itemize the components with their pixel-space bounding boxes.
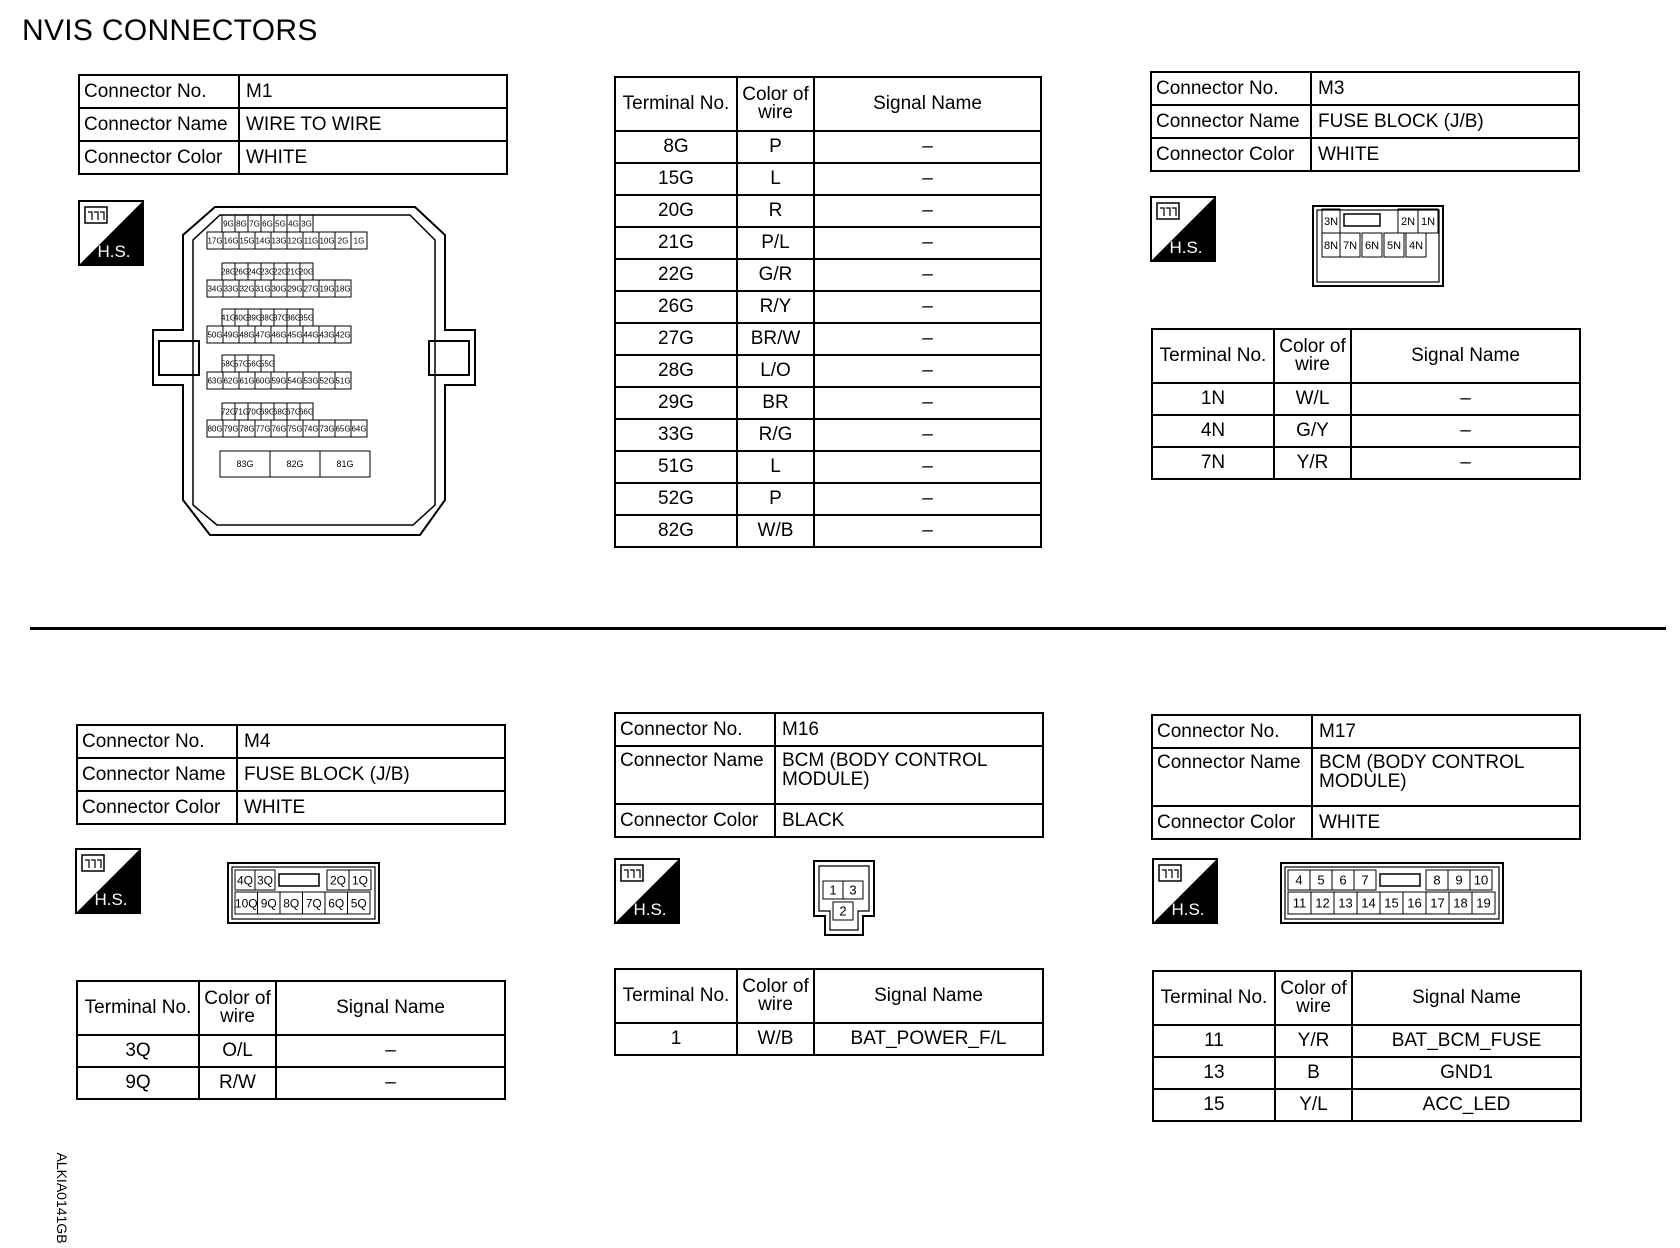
pin-label: 81G: [336, 459, 354, 470]
connector-name-label: Connector Name: [79, 108, 239, 141]
pin-label: 59G: [271, 376, 287, 386]
pin-label: 4G: [288, 219, 299, 229]
wire-color-cell: R/Y: [737, 291, 814, 323]
terminal-row: [1152, 447, 1580, 479]
wire-color-cell: R: [737, 195, 814, 227]
pin-label: 70G: [246, 407, 263, 417]
terminal-row: [615, 515, 1041, 547]
pin-label: 1Q: [351, 873, 369, 888]
harness-side-icon: [78, 200, 144, 266]
terminal-row: [1152, 383, 1580, 415]
signal-name-cell: –: [276, 1035, 505, 1067]
m16-connector-face: [813, 860, 875, 936]
terminal-row: [615, 483, 1041, 515]
color-of-wire-header: Color of wire: [1274, 329, 1351, 383]
connector-name-value: WIRE TO WIRE: [239, 108, 507, 141]
wire-color-cell: L/O: [737, 355, 814, 387]
m3-terminal-table: [1151, 328, 1581, 480]
wire-color-cell: P/L: [737, 227, 814, 259]
pin-label: 18G: [335, 284, 351, 294]
pin-label: 9: [1455, 872, 1463, 888]
terminal-no-cell: 4N: [1152, 415, 1274, 447]
signal-name-cell: –: [814, 227, 1041, 259]
connector-color-value: WHITE: [1311, 138, 1579, 171]
pin-label: 55G: [259, 359, 276, 369]
pin-label: 42G: [335, 330, 351, 340]
pin-label: 6G: [262, 219, 273, 229]
pin-label: 1G: [353, 236, 365, 246]
pin-label: 71G: [233, 407, 250, 417]
signal-name-cell: GND1: [1352, 1057, 1581, 1089]
connector-no-label: Connector No.: [77, 725, 237, 758]
pin-label: 43G: [319, 330, 335, 340]
terminal-no-cell: 1: [615, 1023, 737, 1055]
signal-name-cell: BAT_BCM_FUSE: [1352, 1025, 1581, 1057]
pin-label: 19: [1476, 895, 1491, 911]
pin-label: 40G: [233, 313, 250, 323]
pin-label: 20G: [298, 267, 315, 277]
signal-name-cell: ACC_LED: [1352, 1089, 1581, 1121]
harness-side-icon: [614, 858, 680, 924]
wire-color-cell: R/G: [737, 419, 814, 451]
connector-name-value: FUSE BLOCK (J/B): [1311, 105, 1579, 138]
pin-label: 38G: [259, 313, 276, 323]
wire-color-cell: L: [737, 163, 814, 195]
terminal-row: [615, 387, 1041, 419]
wire-color-cell: O/L: [199, 1035, 276, 1067]
signal-name-cell: –: [814, 387, 1041, 419]
pin-label: 4N: [1408, 239, 1424, 252]
terminal-no-header: Terminal No.: [1153, 971, 1275, 1025]
connector-name-value: BCM (BODY CONTROL MODULE): [1312, 748, 1580, 806]
signal-name-cell: –: [1351, 383, 1580, 415]
wire-color-cell: W/B: [737, 1023, 814, 1055]
pin-label: 58G: [220, 359, 237, 369]
pin-label: 76G: [271, 424, 287, 434]
pin-label: 39G: [246, 313, 263, 323]
connector-color-label: Connector Color: [79, 141, 239, 174]
wire-color-cell: P: [737, 131, 814, 163]
pin-label: 10G: [319, 236, 335, 246]
m1-info-table: [78, 74, 508, 175]
connector-key: [1380, 874, 1420, 886]
pin-label: 65G: [335, 424, 351, 434]
terminal-no-header: Terminal No.: [77, 981, 199, 1035]
pin-label: 16G: [223, 236, 239, 246]
pin-label: 74G: [303, 424, 319, 434]
signal-name-header: Signal Name: [1352, 971, 1581, 1025]
pin-label: 44G: [303, 330, 319, 340]
terminal-no-cell: 22G: [615, 259, 737, 291]
wire-color-cell: Y/R: [1275, 1025, 1352, 1057]
terminal-row: [1153, 1057, 1581, 1089]
terminal-no-cell: 20G: [615, 195, 737, 227]
connector-no-value: M16: [775, 713, 1043, 746]
pin-label: 4: [1295, 872, 1303, 888]
wire-color-cell: W/B: [737, 515, 814, 547]
signal-name-cell: BAT_POWER_F/L: [814, 1023, 1043, 1055]
terminal-row: [615, 451, 1041, 483]
connector-no-label: Connector No.: [79, 75, 239, 108]
wire-color-cell: P: [737, 483, 814, 515]
wire-color-cell: BR/W: [737, 323, 814, 355]
terminal-no-cell: 21G: [615, 227, 737, 259]
pin-label: 10Q: [234, 896, 258, 911]
pin-label: 83G: [236, 459, 254, 470]
signal-name-cell: –: [814, 163, 1041, 195]
pin-label: 9Q: [260, 896, 277, 911]
terminal-row: [1153, 1025, 1581, 1057]
terminal-no-cell: 28G: [615, 355, 737, 387]
pin-label: 47G: [255, 330, 271, 340]
pin-label: 73G: [319, 424, 335, 434]
signal-name-cell: –: [814, 259, 1041, 291]
connector-color-label: Connector Color: [615, 804, 775, 837]
connector-no-label: Connector No.: [615, 713, 775, 746]
m17-info-table: [1151, 714, 1581, 840]
signal-name-cell: –: [1351, 447, 1580, 479]
color-of-wire-header: Color of wire: [1275, 971, 1352, 1025]
pin-label: 11G: [303, 236, 319, 246]
pin-label: 5G: [275, 219, 286, 229]
signal-name-cell: –: [814, 483, 1041, 515]
harness-side-icon: [1152, 858, 1218, 924]
pin-label: 1N: [1420, 215, 1436, 228]
connector-name-label: Connector Name: [615, 746, 775, 804]
signal-name-cell: –: [814, 131, 1041, 163]
signal-name-cell: –: [1351, 415, 1580, 447]
connector-no-value: M4: [237, 725, 505, 758]
pin-label: 2: [839, 903, 847, 919]
pin-label: 6: [1339, 872, 1347, 888]
hs-label: H.S.: [97, 242, 131, 261]
pin-label: 15: [1384, 895, 1399, 911]
signal-name-header: Signal Name: [814, 969, 1043, 1023]
pin-label: 57G: [233, 359, 250, 369]
m16-info-table: [614, 712, 1044, 838]
pin-label: 49G: [223, 330, 239, 340]
m1-connector-face: [145, 205, 485, 540]
pin-label: 26G: [233, 267, 250, 277]
pin-label: 28G: [220, 267, 237, 277]
pin-label: 24G: [246, 267, 263, 277]
connector-no-value: M1: [239, 75, 507, 108]
m17-terminal-table: [1152, 970, 1582, 1122]
terminal-row: [615, 227, 1041, 259]
pin-label: 29G: [287, 284, 303, 294]
wire-color-cell: G/R: [737, 259, 814, 291]
pin-label: 82G: [286, 459, 304, 470]
pin-label: 78G: [239, 424, 255, 434]
pin-label: 3: [849, 882, 857, 898]
pin-label: 51G: [335, 376, 351, 386]
terminal-no-cell: 51G: [615, 451, 737, 483]
hs-label: H.S.: [94, 890, 128, 909]
page-title: NVIS CONNECTORS: [22, 14, 318, 47]
harness-side-icon: [1150, 196, 1216, 262]
pin-label: 13G: [271, 236, 287, 246]
pin-label: 33G: [223, 284, 239, 294]
connector-color-label: Connector Color: [77, 791, 237, 824]
terminal-no-cell: 26G: [615, 291, 737, 323]
pin-label: 32G: [239, 284, 255, 294]
connector-name-value: FUSE BLOCK (J/B): [237, 758, 505, 791]
connector-name-label: Connector Name: [1151, 105, 1311, 138]
signal-name-cell: –: [814, 291, 1041, 323]
pin-label: 66G: [298, 407, 315, 417]
pin-label: 5N: [1386, 239, 1402, 252]
terminal-row: [615, 419, 1041, 451]
pin-label: 9G: [223, 219, 234, 229]
connector-no-label: Connector No.: [1152, 715, 1312, 748]
terminal-no-cell: 82G: [615, 515, 737, 547]
m4-info-table: [76, 724, 506, 825]
terminal-no-header: Terminal No.: [615, 969, 737, 1023]
pin-label: 11: [1292, 895, 1307, 911]
connector-key: [1344, 214, 1380, 226]
wire-color-cell: R/W: [199, 1067, 276, 1099]
pin-label: 7: [1361, 872, 1369, 888]
terminal-row: [615, 1023, 1043, 1055]
m3-info-table: [1150, 71, 1580, 172]
pin-label: 6Q: [328, 896, 345, 911]
wire-color-cell: BR: [737, 387, 814, 419]
pin-label: 63G: [207, 376, 223, 386]
pin-label: 80G: [207, 424, 223, 434]
pin-label: 21G: [285, 267, 302, 277]
pin-label: 17G: [207, 236, 223, 246]
terminal-no-cell: 9Q: [77, 1067, 199, 1099]
pin-label: 56G: [246, 359, 263, 369]
signal-name-header: Signal Name: [276, 981, 505, 1035]
terminal-row: [615, 163, 1041, 195]
terminal-no-cell: 15G: [615, 163, 737, 195]
connector-color-value: WHITE: [1312, 806, 1580, 839]
pin-label: 7G: [249, 219, 260, 229]
terminal-no-cell: 27G: [615, 323, 737, 355]
pin-label: 31G: [255, 284, 271, 294]
connector-color-label: Connector Color: [1152, 806, 1312, 839]
pin-label: 8: [1433, 872, 1441, 888]
pin-label: 37G: [272, 313, 289, 323]
hs-label: H.S.: [1171, 900, 1205, 919]
terminal-row: [77, 1067, 505, 1099]
connector-key: [279, 874, 319, 886]
pin-label: 3G: [301, 219, 312, 229]
hs-label: H.S.: [1169, 238, 1203, 257]
terminal-row: [615, 355, 1041, 387]
color-of-wire-header: Color of wire: [737, 969, 814, 1023]
m4-connector-face: [227, 862, 380, 924]
pin-label: 3Q: [256, 873, 274, 888]
connector-no-value: M17: [1312, 715, 1580, 748]
signal-name-header: Signal Name: [814, 77, 1041, 131]
terminal-row: [615, 131, 1041, 163]
pin-label: 41G: [220, 313, 237, 323]
pin-label: 22G: [272, 267, 289, 277]
pin-label: 79G: [223, 424, 239, 434]
pin-label: 5: [1317, 872, 1325, 888]
pin-label: 12G: [287, 236, 303, 246]
signal-name-header: Signal Name: [1351, 329, 1580, 383]
wire-color-cell: Y/R: [1274, 447, 1351, 479]
connector-name-label: Connector Name: [1152, 748, 1312, 806]
pin-label: 67G: [285, 407, 302, 417]
pin-label: 14: [1361, 895, 1376, 911]
terminal-no-cell: 1N: [1152, 383, 1274, 415]
terminal-no-header: Terminal No.: [1152, 329, 1274, 383]
pin-label: 8G: [236, 219, 247, 229]
connector-color-value: BLACK: [775, 804, 1043, 837]
color-of-wire-header: Color of wire: [199, 981, 276, 1035]
pin-label: 48G: [239, 330, 255, 340]
pin-label: 27G: [303, 284, 319, 294]
pin-label: 34G: [207, 284, 223, 294]
pin-label: 14G: [255, 236, 271, 246]
terminal-no-cell: 13: [1153, 1057, 1275, 1089]
terminal-no-header: Terminal No.: [615, 77, 737, 131]
pin-label: 10: [1473, 872, 1489, 888]
terminal-row: [615, 291, 1041, 323]
pin-label: 13: [1338, 895, 1353, 911]
pin-label: 62G: [223, 376, 239, 386]
terminal-no-cell: 33G: [615, 419, 737, 451]
signal-name-cell: –: [814, 195, 1041, 227]
pin-label: 35G: [298, 313, 315, 323]
connector-no-value: M3: [1311, 72, 1579, 105]
pin-label: 52G: [319, 376, 335, 386]
pin-label: 2N: [1400, 215, 1416, 228]
pin-label: 64G: [351, 424, 367, 434]
pin-label: 4Q: [236, 873, 254, 888]
pin-label: 8N: [1323, 239, 1339, 252]
pin-label: 5Q: [350, 896, 367, 911]
pin-label: 2Q: [329, 873, 347, 888]
terminal-row: [615, 259, 1041, 291]
terminal-no-cell: 29G: [615, 387, 737, 419]
pin-label: 30G: [271, 284, 287, 294]
pin-label: 23G: [259, 267, 276, 277]
wire-color-cell: Y/L: [1275, 1089, 1352, 1121]
signal-name-cell: –: [814, 515, 1041, 547]
connector-no-label: Connector No.: [1151, 72, 1311, 105]
terminal-no-cell: 15: [1153, 1089, 1275, 1121]
terminal-row: [615, 323, 1041, 355]
terminal-no-cell: 52G: [615, 483, 737, 515]
pin-label: 6N: [1364, 239, 1380, 252]
signal-name-cell: –: [814, 419, 1041, 451]
connector-color-value: WHITE: [239, 141, 507, 174]
figure-id: ALKIA0141GB: [54, 1152, 70, 1244]
m17-connector-face: [1280, 862, 1504, 924]
signal-name-cell: –: [814, 323, 1041, 355]
m4-terminal-table: [76, 980, 506, 1100]
pin-label: 7Q: [305, 896, 322, 911]
wire-color-cell: G/Y: [1274, 415, 1351, 447]
terminal-row: [1153, 1089, 1581, 1121]
terminal-row: [1152, 415, 1580, 447]
connector-name-value: BCM (BODY CONTROL MODULE): [775, 746, 1043, 804]
pin-label: 1: [829, 882, 837, 898]
m16-terminal-table: [614, 968, 1044, 1056]
pin-label: 61G: [239, 376, 255, 386]
harness-side-icon: [75, 848, 141, 914]
terminal-no-cell: 11: [1153, 1025, 1275, 1057]
wire-color-cell: W/L: [1274, 383, 1351, 415]
terminal-no-cell: 3Q: [77, 1035, 199, 1067]
pin-label: 12: [1315, 895, 1330, 911]
pin-label: 17: [1430, 895, 1445, 911]
connector-color-value: WHITE: [237, 791, 505, 824]
signal-name-cell: –: [814, 451, 1041, 483]
pin-label: 77G: [255, 424, 271, 434]
hs-label: H.S.: [633, 900, 667, 919]
terminal-row: [615, 195, 1041, 227]
pin-label: 36G: [285, 313, 302, 323]
m1-terminal-table: [614, 76, 1042, 548]
terminal-no-cell: 8G: [615, 131, 737, 163]
pin-label: 16: [1407, 895, 1422, 911]
pin-label: 19G: [319, 284, 335, 294]
pin-label: 46G: [271, 330, 287, 340]
pin-label: 45G: [287, 330, 303, 340]
pin-label: 54G: [287, 376, 303, 386]
pin-label: 8Q: [283, 896, 300, 911]
connector-color-label: Connector Color: [1151, 138, 1311, 171]
m3-connector-face: [1312, 205, 1444, 287]
pin-label: 50G: [207, 330, 223, 340]
pin-label: 7N: [1342, 239, 1358, 252]
terminal-row: [77, 1035, 505, 1067]
connector-name-label: Connector Name: [77, 758, 237, 791]
pin-label: 15G: [239, 236, 255, 246]
pin-label: 69G: [259, 407, 276, 417]
terminal-no-cell: 7N: [1152, 447, 1274, 479]
section-divider: [30, 627, 1666, 630]
signal-name-cell: –: [276, 1067, 505, 1099]
pin-label: 75G: [287, 424, 303, 434]
pin-label: 60G: [255, 376, 271, 386]
wire-color-cell: B: [1275, 1057, 1352, 1089]
pin-label: 3N: [1323, 215, 1339, 228]
pin-label: 68G: [272, 407, 289, 417]
wire-color-cell: L: [737, 451, 814, 483]
pin-label: 2G: [337, 236, 349, 246]
pin-label: 72G: [220, 407, 237, 417]
pin-label: 18: [1453, 895, 1468, 911]
pin-label: 53G: [303, 376, 319, 386]
color-of-wire-header: Color of wire: [737, 77, 814, 131]
signal-name-cell: –: [814, 355, 1041, 387]
